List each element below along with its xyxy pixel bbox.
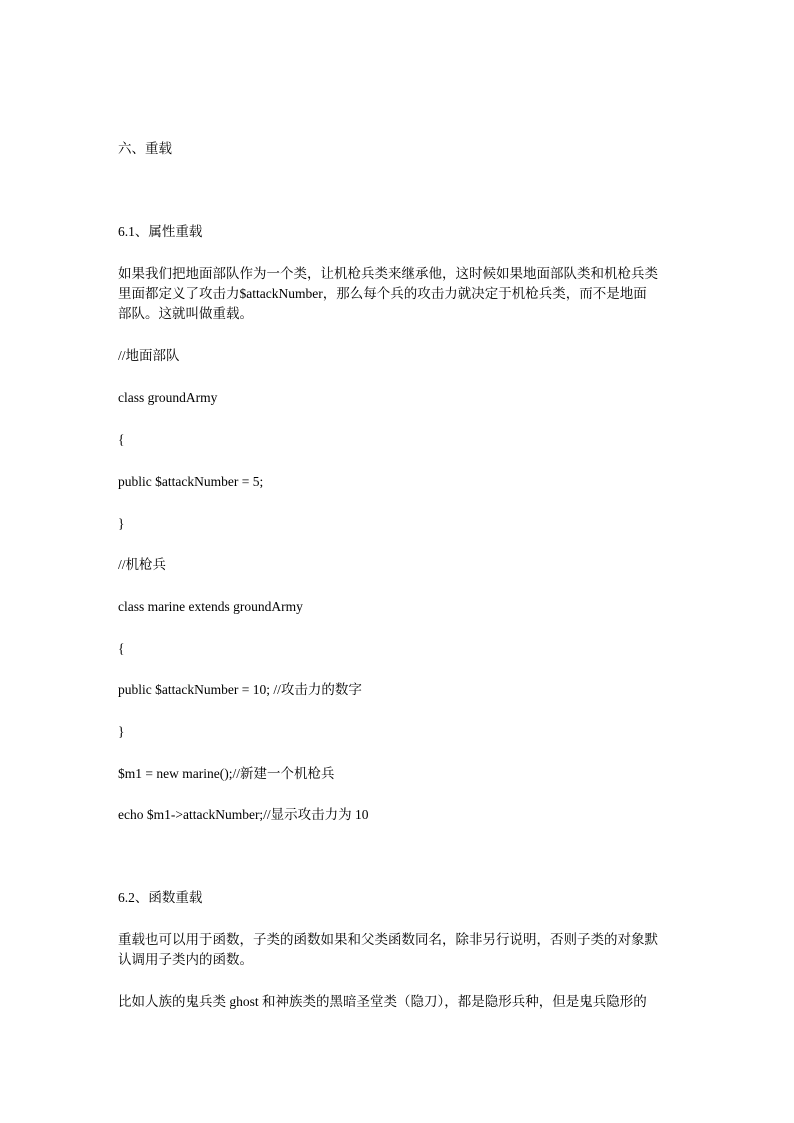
subsection-heading-attribute-overload: 6.1、属性重载 [118,224,203,239]
paragraph-line: 部队。这就叫做重载。 [118,306,253,321]
subsection-heading-function-overload: 6.2、函数重载 [118,890,203,905]
code-line: //机枪兵 [118,557,167,572]
code-line: class groundArmy [118,390,218,405]
paragraph-line: 如果我们把地面部队作为一个类，让机枪兵类来继承他，这时候如果地面部队类和机枪兵类 [118,266,658,281]
code-line: $m1 = new marine();//新建一个机枪兵 [118,766,335,781]
code-line: { [118,432,125,447]
paragraph-line: 重载也可以用于函数，子类的函数如果和父类函数同名，除非另行说明，否则子类的对象默 [118,932,658,947]
code-line: //地面部队 [118,348,180,363]
code-line: class marine extends groundArmy [118,599,303,614]
paragraph-line: 认调用子类内的函数。 [118,952,253,967]
section-heading: 六、重载 [118,141,172,156]
paragraph-line: 比如人族的鬼兵类 ghost 和神族类的黑暗圣堂类（隐刀），都是隐形兵种，但是鬼兵隐形的 [118,994,647,1009]
paragraph-line: 里面都定义了攻击力$attackNumber，那么每个兵的攻击力就决定于机枪兵类，而不是地面 [118,286,647,301]
paragraph-attribute-overload [118,264,678,324]
code-line: echo $m1->attackNumber;//显示攻击力为 10 [118,807,369,822]
code-line: } [118,516,125,531]
code-line: public $attackNumber = 10; //攻击力的数字 [118,682,362,697]
code-line: public $attackNumber = 5; [118,474,264,489]
code-line: } [118,724,125,739]
paragraph-function-overload [118,930,678,970]
code-line: { [118,641,125,656]
paragraph-example [118,992,678,1012]
